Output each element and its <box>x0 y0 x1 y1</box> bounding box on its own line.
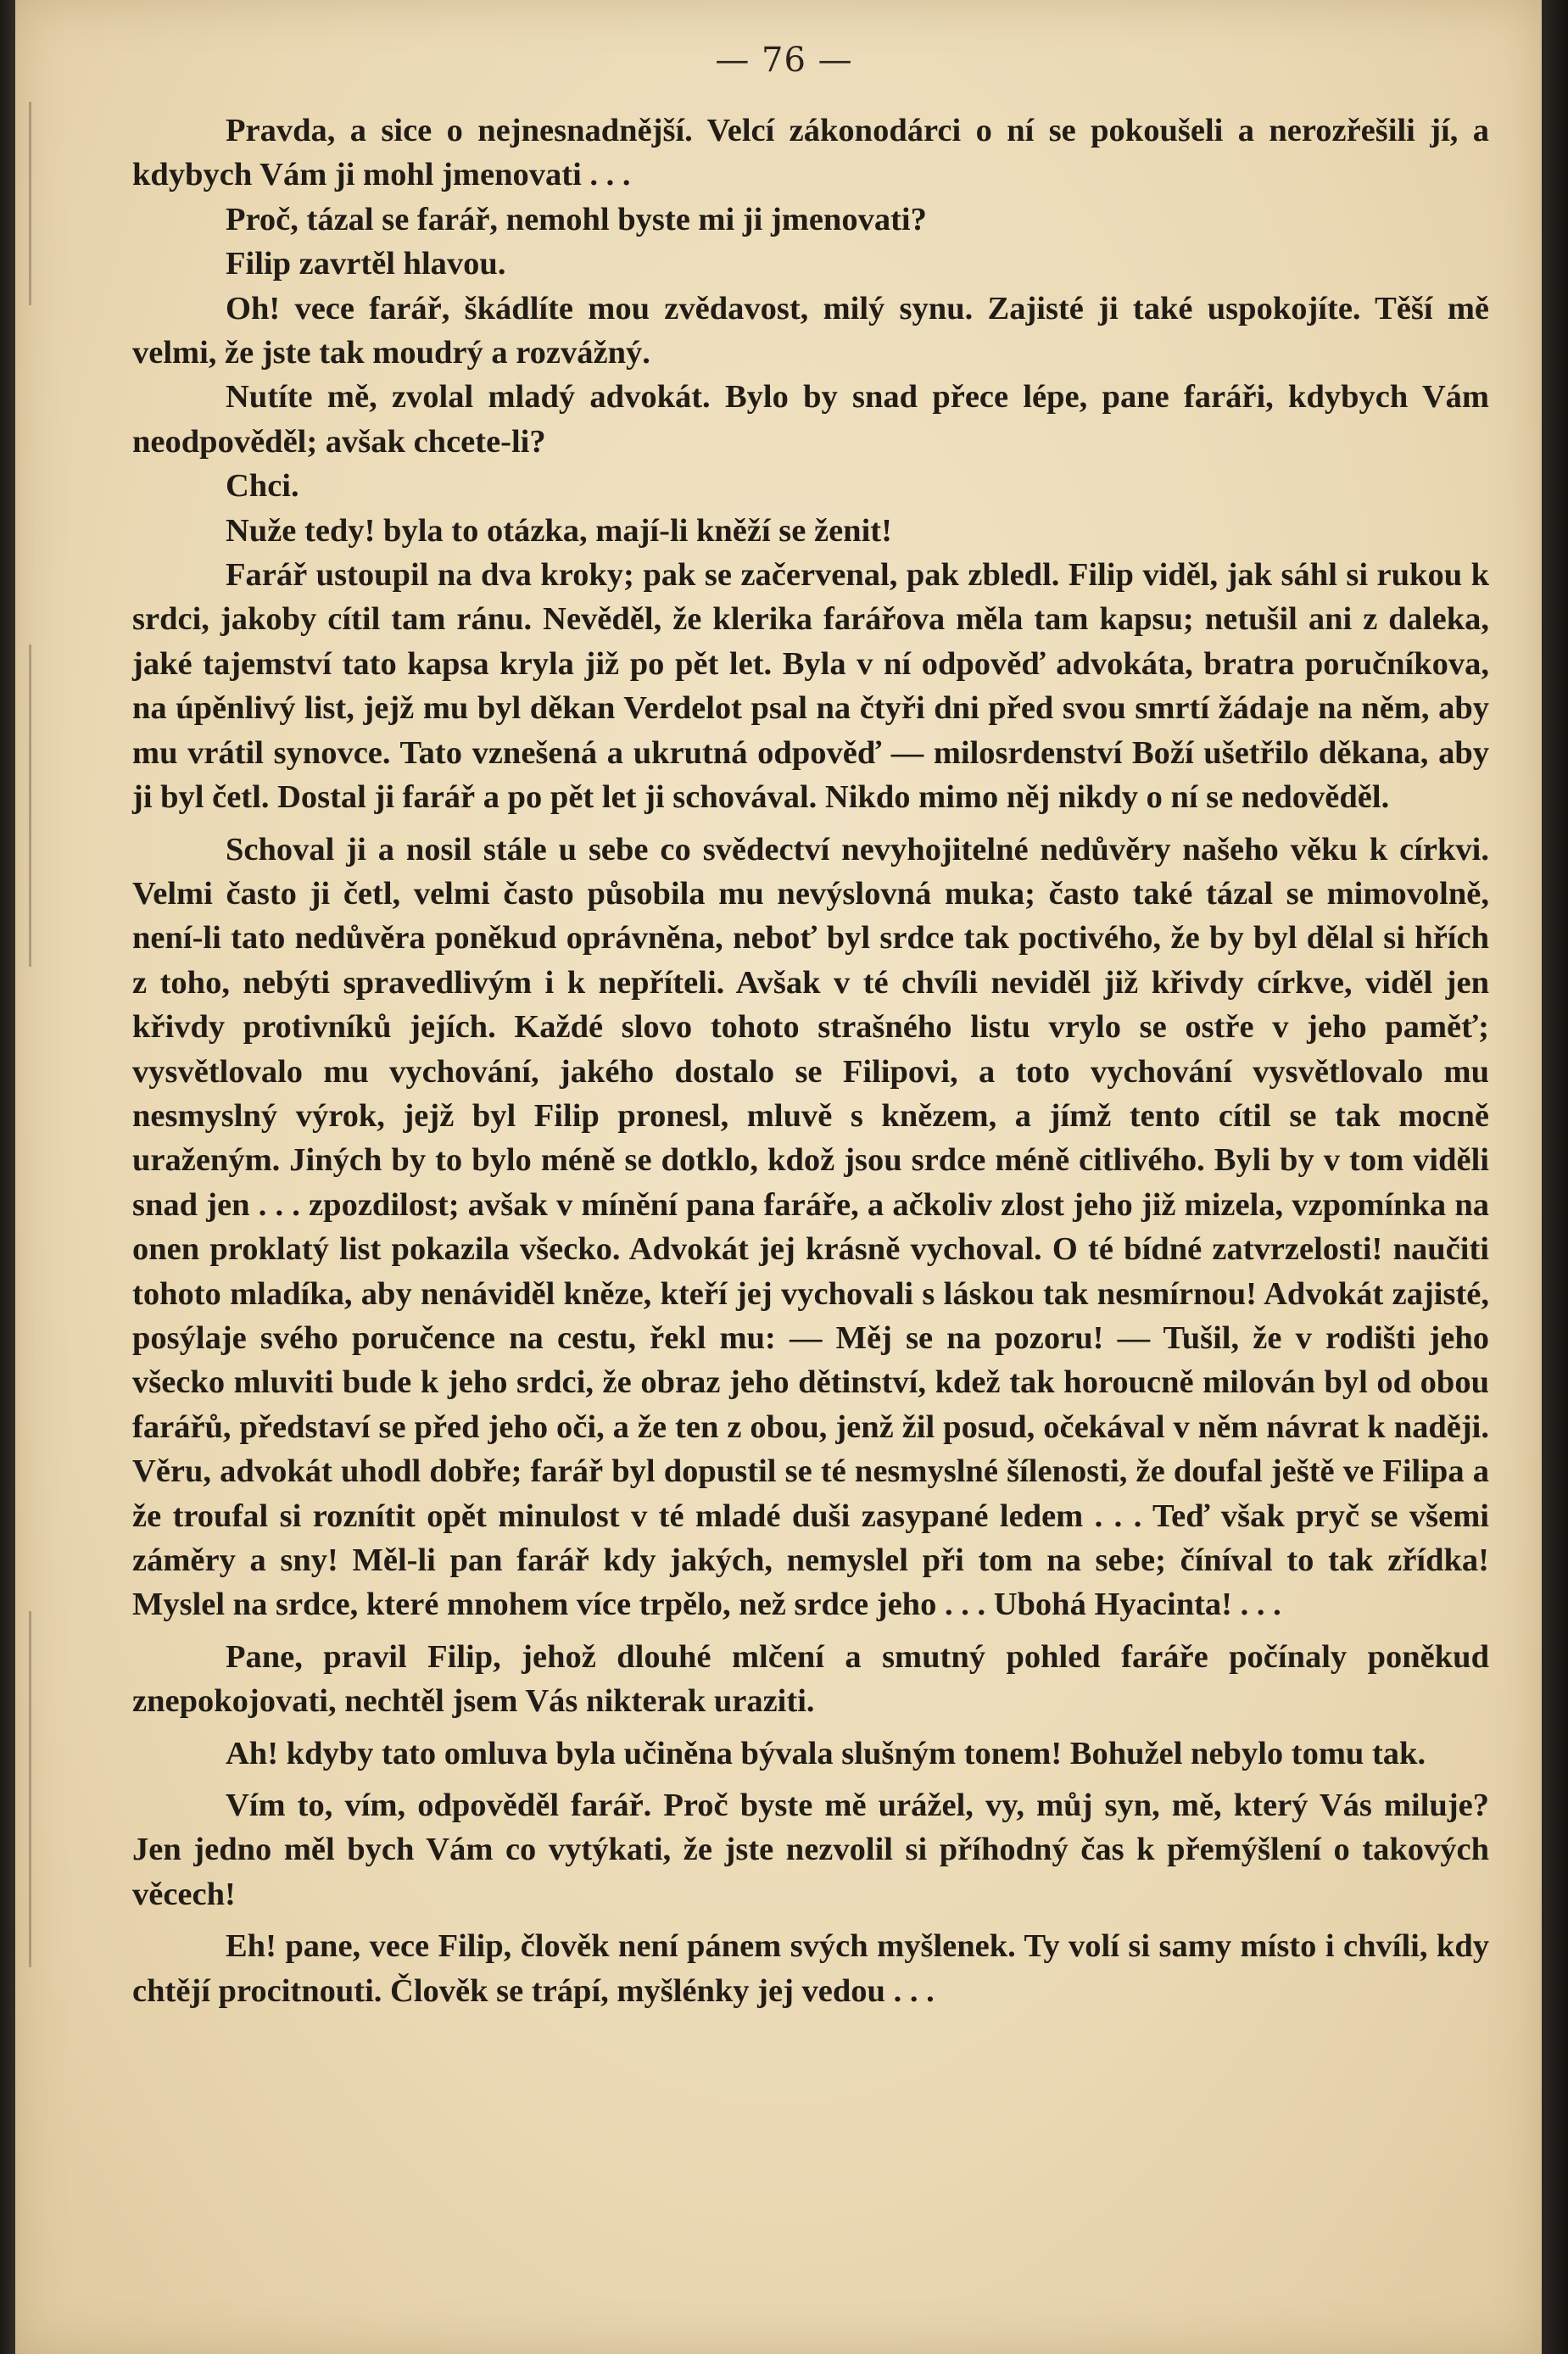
paragraph: Pravda, a sice o nejnesnadnější. Velcí zákonodárci o ní se pokoušeli a nerozřešili jí, a kdybych Vám ji mohl jmenovati . . . <box>132 113 1489 193</box>
paragraph: Nuže tedy! byla to otázka, mají-li kněží se ženit! <box>226 512 892 549</box>
page-number: — 76 — <box>715 41 853 80</box>
paragraph: Ah! kdyby tato omluva byla učiněna bývala slušným tonem! Bohužel nebylo tomu tak. <box>226 1735 1426 1771</box>
margin-mark <box>29 1611 31 1967</box>
body-text <box>132 109 1489 2013</box>
paragraph: Proč, tázal se farář, nemohl byste mi ji jmenovati? <box>226 201 927 237</box>
paragraph: Farář ustoupil na dva kroky; pak se začervenal, pak zbledl. Filip viděl, jak sáhl si rukou k srdci, jakoby cítil tam ránu. Nevěděl, že klerika farářova měla tam kapsu; netušil ani z daleka, jaké tajemství tato kapsa kryla již po pět let. Byla v ní odpověď advokáta, bratra poručníkova, na úpěnlivý list, jejž mu byl děkan Verdelot psal na čtyři dni před svou smrtí žádaje na něm, aby mu vrátil synovce. Tato vznešená a ukrutná odpověď — milosrdenství Boží ušetřilo děkana, aby ji byl četl. Dostal ji farář a po pět let ji schovával. Nikdo mimo něj nikdy o ní se nedověděl. <box>132 557 1489 816</box>
paragraph: Nutíte mě, zvolal mladý advokát. Bylo by snad přece lépe, pane faráři, kdybych Vám neodpověděl; avšak chcete-li? <box>132 379 1489 460</box>
paragraph: Oh! vece farář, škádlíte mou zvědavost, milý synu. Zajisté ji také uspokojíte. Těší mě velmi, že jste tak moudrý a rozvážný. <box>132 290 1489 371</box>
margin-mark <box>29 102 31 305</box>
paragraph: Schoval ji a nosil stále u sebe co svědectví nevyhojitelné nedůvěry našeho věku k církvi. Velmi často ji četl, velmi často působila mu nevýslovná muka; často také tázal se mimovolně, není-li tato nedůvěra poněkud oprávněna, neboť byl srdce tak poctivého, že by byl dělal si hřích z toho, nebýti spravedlivým i k nepříteli. Avšak v té chvíli neviděl již křivdy církve, viděl jen křivdy protivníků jejích. Každé slovo tohoto strašného listu vrylo se ostře v jeho paměť; vysvětlovalo mu vychování, jakého dostalo se Filipovi, a toto vychování vysvětlovalo mu nesmyslný výrok, jejž byl Filip pronesl, mluvě s knězem, a jímž tento cítil se tak mocně uraženým. Jiných by to bylo méně se dotklo, kdož jsou srdce méně citlivého. Byli by v tom viděli snad jen . . . zpozdilost; avšak v mínění pana faráře, a ačkoliv zlost jeho již mizela, vzpomínka na onen proklatý list pokazila všecko. Advokát jej krásně vychoval. O té bídné zatvrzelosti! naučiti tohoto mladíka, aby nenáviděl kněze, kteří jej vychovali s láskou tak nesmírnou! Advokát zajisté, posýlaje svého poručence na cestu, řekl mu: — Měj se na pozoru! — Tušil, že v rodišti jeho všecko mluviti bude k jeho srdci, že obraz jeho dětinství, kdež tak horoucně milován byl od obou farářů, představí se před jeho oči, a že ten z obou, jenž žil posud, očekával v něm návrat k naději. Věru, advokát uhodl dobře; farář byl dopustil se té nesmyslné šílenosti, že doufal ještě ve Filipa a že troufal si roznítit opět minulost v té mladé duši zasypané ledem . . . Teď však pryč se všemi záměry a sny! Měl-li pan farář kdy jakých, nemyslel při tom na sebe; číníval to tak zřídka! Myslel na srdce, které mnohem více trpělo, než srdce jeho . . . Ubohá Hyacinta! . . . <box>132 831 1489 1623</box>
paragraph: Chci. <box>226 468 299 505</box>
paragraph: Eh! pane, vece Filip, člověk není pánem svých myšlenek. Ty volí si samy místo i chvíli, kdy chtějí procitnouti. Člověk se trápí, myšlénky jej vedou . . . <box>132 1928 1489 2009</box>
paragraph: Pane, pravil Filip, jehož dlouhé mlčení a smutný pohled faráře počínaly poněkud znepokojovati, nechtěl jsem Vás nikterak uraziti. <box>132 1638 1489 1720</box>
scan-edge-right <box>1539 0 1568 2354</box>
paragraph: Vím to, vím, odpověděl farář. Proč byste mě urážel, vy, můj syn, mě, který Vás miluje? Jen jedno měl bych Vám co vytýkati, že jste nezvolil si příhodný čas k přemýšlení o takových věcech! <box>132 1788 1489 1912</box>
paragraph: Filip zavrtěl hlavou. <box>226 246 506 282</box>
margin-mark <box>29 644 31 967</box>
